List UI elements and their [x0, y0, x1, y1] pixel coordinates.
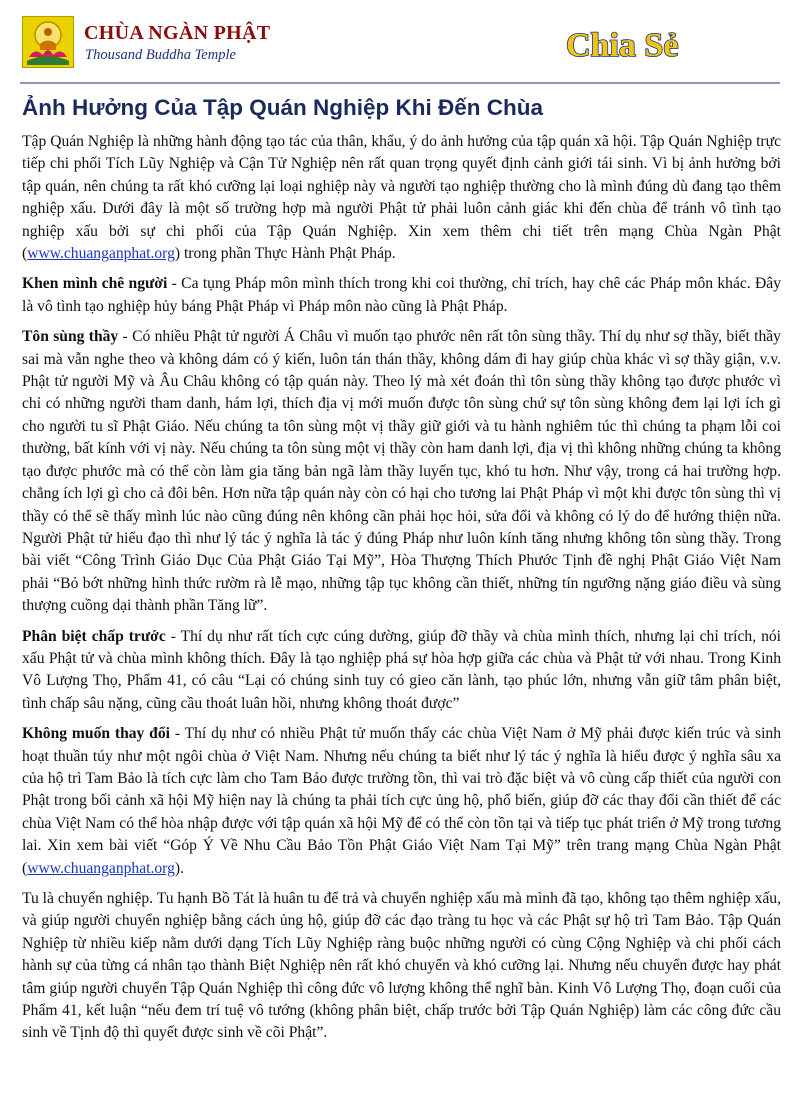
section-ton-sung	[22, 326, 781, 617]
section-text: - Có nhiều Phật tử người Á Châu vì muốn tạo phước nên rất tôn sùng thầy. Thí dụ như sợ thầy, biết thầy sai mà vẫn nghe theo và không dám có ý kiến, luôn tán thán thầy, không dám đi hay giúp chùa khác vì sợ thầy giận, v.v. Phật tử người Mỹ và Âu Châu không có tập quán này. Theo lý mà xét đoán thì tôn sùng thầy không tạo được phước vì chỉ có những người tham danh, hám lợi, thích địa vị mới muốn được tôn sùng chứ sự tôn sùng không đem lại lợi ích gì cho người tu sĩ Phật Giáo. Nếu chúng ta tôn sùng một vị thầy giữ giới và tu hành nghiêm túc thì chúng ta phạm lỗi coi thường, bất kính với vị này. Nếu chúng ta tôn sùng một vị thầy còn ham danh lợi, địa vị thì không những chúng ta không tạo được phước mà có thể còn làm gia tăng bản ngã làm thầy luyến tục, khó tu hơn. Như vậy, trong cả hai trường hợp. chẳng ích lợi gì cho cả đôi bên. Hơn nữa tập quán này còn có hại cho tương lai Phật Pháp vì một khi được tôn sùng thì vị thầy có thể sẽ thấy mình lúc nào cũng đúng nên không cần phải học hỏi, sửa đổi và không có lý do để hướng thiện nữa. Người Phật tử hiểu đạo thì như lý tác ý nghĩa là tác ý đúng Pháp như luôn kính tăng nhưng không tôn sùng thầy. Trong bài viết “Công Trình Giáo Dục Của Phật Giáo Tại Mỹ”, Hòa Thượng Thích Phước Tịnh đề nghị Phật Giáo Việt Nam phải “Bỏ bớt những hình thức rườm rà lễ mạo, những tập tục không cần thiết, những tín ngưỡng nặng giáo điều và sùng thượng cuồng dại thành phần Tăng lữ”.	[22, 328, 781, 615]
chia-se-badge	[566, 20, 706, 66]
section-heading: Tôn sùng thầy	[22, 328, 119, 346]
closing-paragraph: Tu là chuyển nghiệp. Tu hạnh Bồ Tát là huân tu để trả và chuyển nghiệp xấu mà mình đã tạo, không tạo thêm nghiệp xấu, và giúp người chuyển nghiệp bằng cách ủng hộ, giúp đỡ các đạo tràng tu học và các Phật sự hộ trì Tam Bảo. Tập Quán Nghiệp từ nhiều kiếp nằm dưới dạng Tích Lũy Nghiệp ràng buộc những người có cùng Cộng Nghiệp và chi phối cách hành sự của từng cá nhân tạo thành Biệt Nghiệp nên rất khó chuyển và khó cưỡng lại. Nhưng nếu chuyển được hay phát tâm giúp người chuyển Tập Quán Nghiệp thì công đức vô lượng không thể nghĩ bàn. Kinh Vô Lượng Thọ, đoạn cuối của Phẩm 41, kết luận “nếu đem trí tuệ vô tướng (không phân biệt, chấp trước bởi Tập Quán Nghiệp) làm các công đức cầu sinh về Tịnh độ thì quyết được sinh về cõi Phật”.	[22, 890, 781, 1042]
section-heading: Phân biệt chấp trước	[22, 627, 166, 645]
page-header	[0, 0, 803, 80]
temple-logo-icon	[22, 16, 74, 68]
intro-paragraph	[22, 131, 781, 265]
section-text-end: ).	[174, 859, 184, 877]
intro-text-end: ) trong phần Thực Hành Phật Pháp.	[174, 245, 396, 263]
article-body	[22, 131, 781, 1053]
intro-text: Tập Quán Nghiệp là những hành động tạo tác của thân, khẩu, ý do ảnh hưởng của tập quán xã hội. Tập Quán Nghiệp trực tiếp chi phối Tích Lũy Nghiệp và Cận Tử Nghiệp nên rất quan trọng quyết định cảnh giới tái sinh. Vì bị ảnh hưởng bởi tập quán, nên chúng ta rất khó cưỡng lại loại nghiệp này và người tạo nghiệp thường cho là mình đúng dù đang tạo thêm nghiệp xấu. Dưới đây là một số trường hợp mà người Phật tử phải luôn cảnh giác khi đến chùa để tránh vô tình tạo nghiệp xấu bởi sự chi phối của Tập Quán Nghiệp. Xin xem thêm chi tiết trên mạng Chùa Ngàn Phật (	[22, 133, 781, 263]
temple-name: CHÙA NGÀN PHẬT	[84, 22, 271, 44]
article-title: Ảnh Hưởng Của Tập Quán Nghiệp Khi Đến Chùa	[22, 95, 544, 120]
temple-subtitle: Thousand Buddha Temple	[85, 47, 236, 63]
section-text: - Thí dụ như rất tích cực cúng dường, giúp đỡ thầy và chùa mình thích, nhưng lại chỉ trích, nói xấu Phật tử và chùa mình không thích. Đây là tạo nghiệp phá sự hòa hợp giữa các chùa và Phật tử với nhau. Trong Kinh Vô Lượng Thọ, Phẩm 41, có câu “Lại có chúng sinh tuy có gieo căn lành, tạo phúc lớn, nhưng vẫn giữ tâm phân biệt, tình chấp sâu nặng, cũng cầu thoát luân hồi, nhưng không thoát được”	[22, 627, 781, 712]
section-text: - Ca tụng Pháp môn mình thích trong khi coi thường, chỉ trích, hay chê các Pháp môn khác. Đây là vô tình tạo nghiệp hủy báng Phật Pháp vì Pháp môn nào cũng là Phật Pháp.	[22, 275, 782, 315]
badge-text: Chia Sẻ	[566, 27, 679, 64]
section-khong-thay-doi	[22, 723, 781, 880]
section-khen-minh	[22, 273, 781, 318]
section-phan-biet	[22, 626, 781, 716]
section-text: - Thí dụ như có nhiều Phật tử muốn thấy các chùa Việt Nam ở Mỹ phải được kiến trúc và sinh hoạt thuần túy như một ngôi chùa ở Việt Nam. Nhưng nếu chúng ta biết như lý tác ý nghĩa là hiểu được ý nghĩa sâu xa của hộ trì Tam Bảo là tích cực làm cho Tam Bảo được trường tồn, thì vai trò đặc biệt và vô cùng cấp thiết của người con Phật trong bối cảnh xã hội Mỹ hiện nay là chúng ta phải tích cực ủng hộ, phổ biến, giúp đỡ các thay đổi cần thiết để các chùa Việt Nam có thể hòa nhập được với tập quán xã hội Mỹ để có thể còn tồn tại và tiếp tục phát triển ở Mỹ trong tương lai. Xin xem bài viết “Góp Ý Về Nhu Cầu Bảo Tồn Phật Giáo Việt Nam Tại Mỹ” trên trang mạng Chùa Ngàn Phật (	[22, 725, 782, 877]
website-link[interactable]: www.chuanganphat.org	[27, 245, 175, 263]
section-heading: Không muốn thay đổi	[22, 725, 170, 743]
header-divider	[20, 82, 780, 84]
section-heading: Khen mình chê người	[22, 275, 168, 293]
website-link[interactable]: www.chuanganphat.org	[27, 859, 175, 877]
